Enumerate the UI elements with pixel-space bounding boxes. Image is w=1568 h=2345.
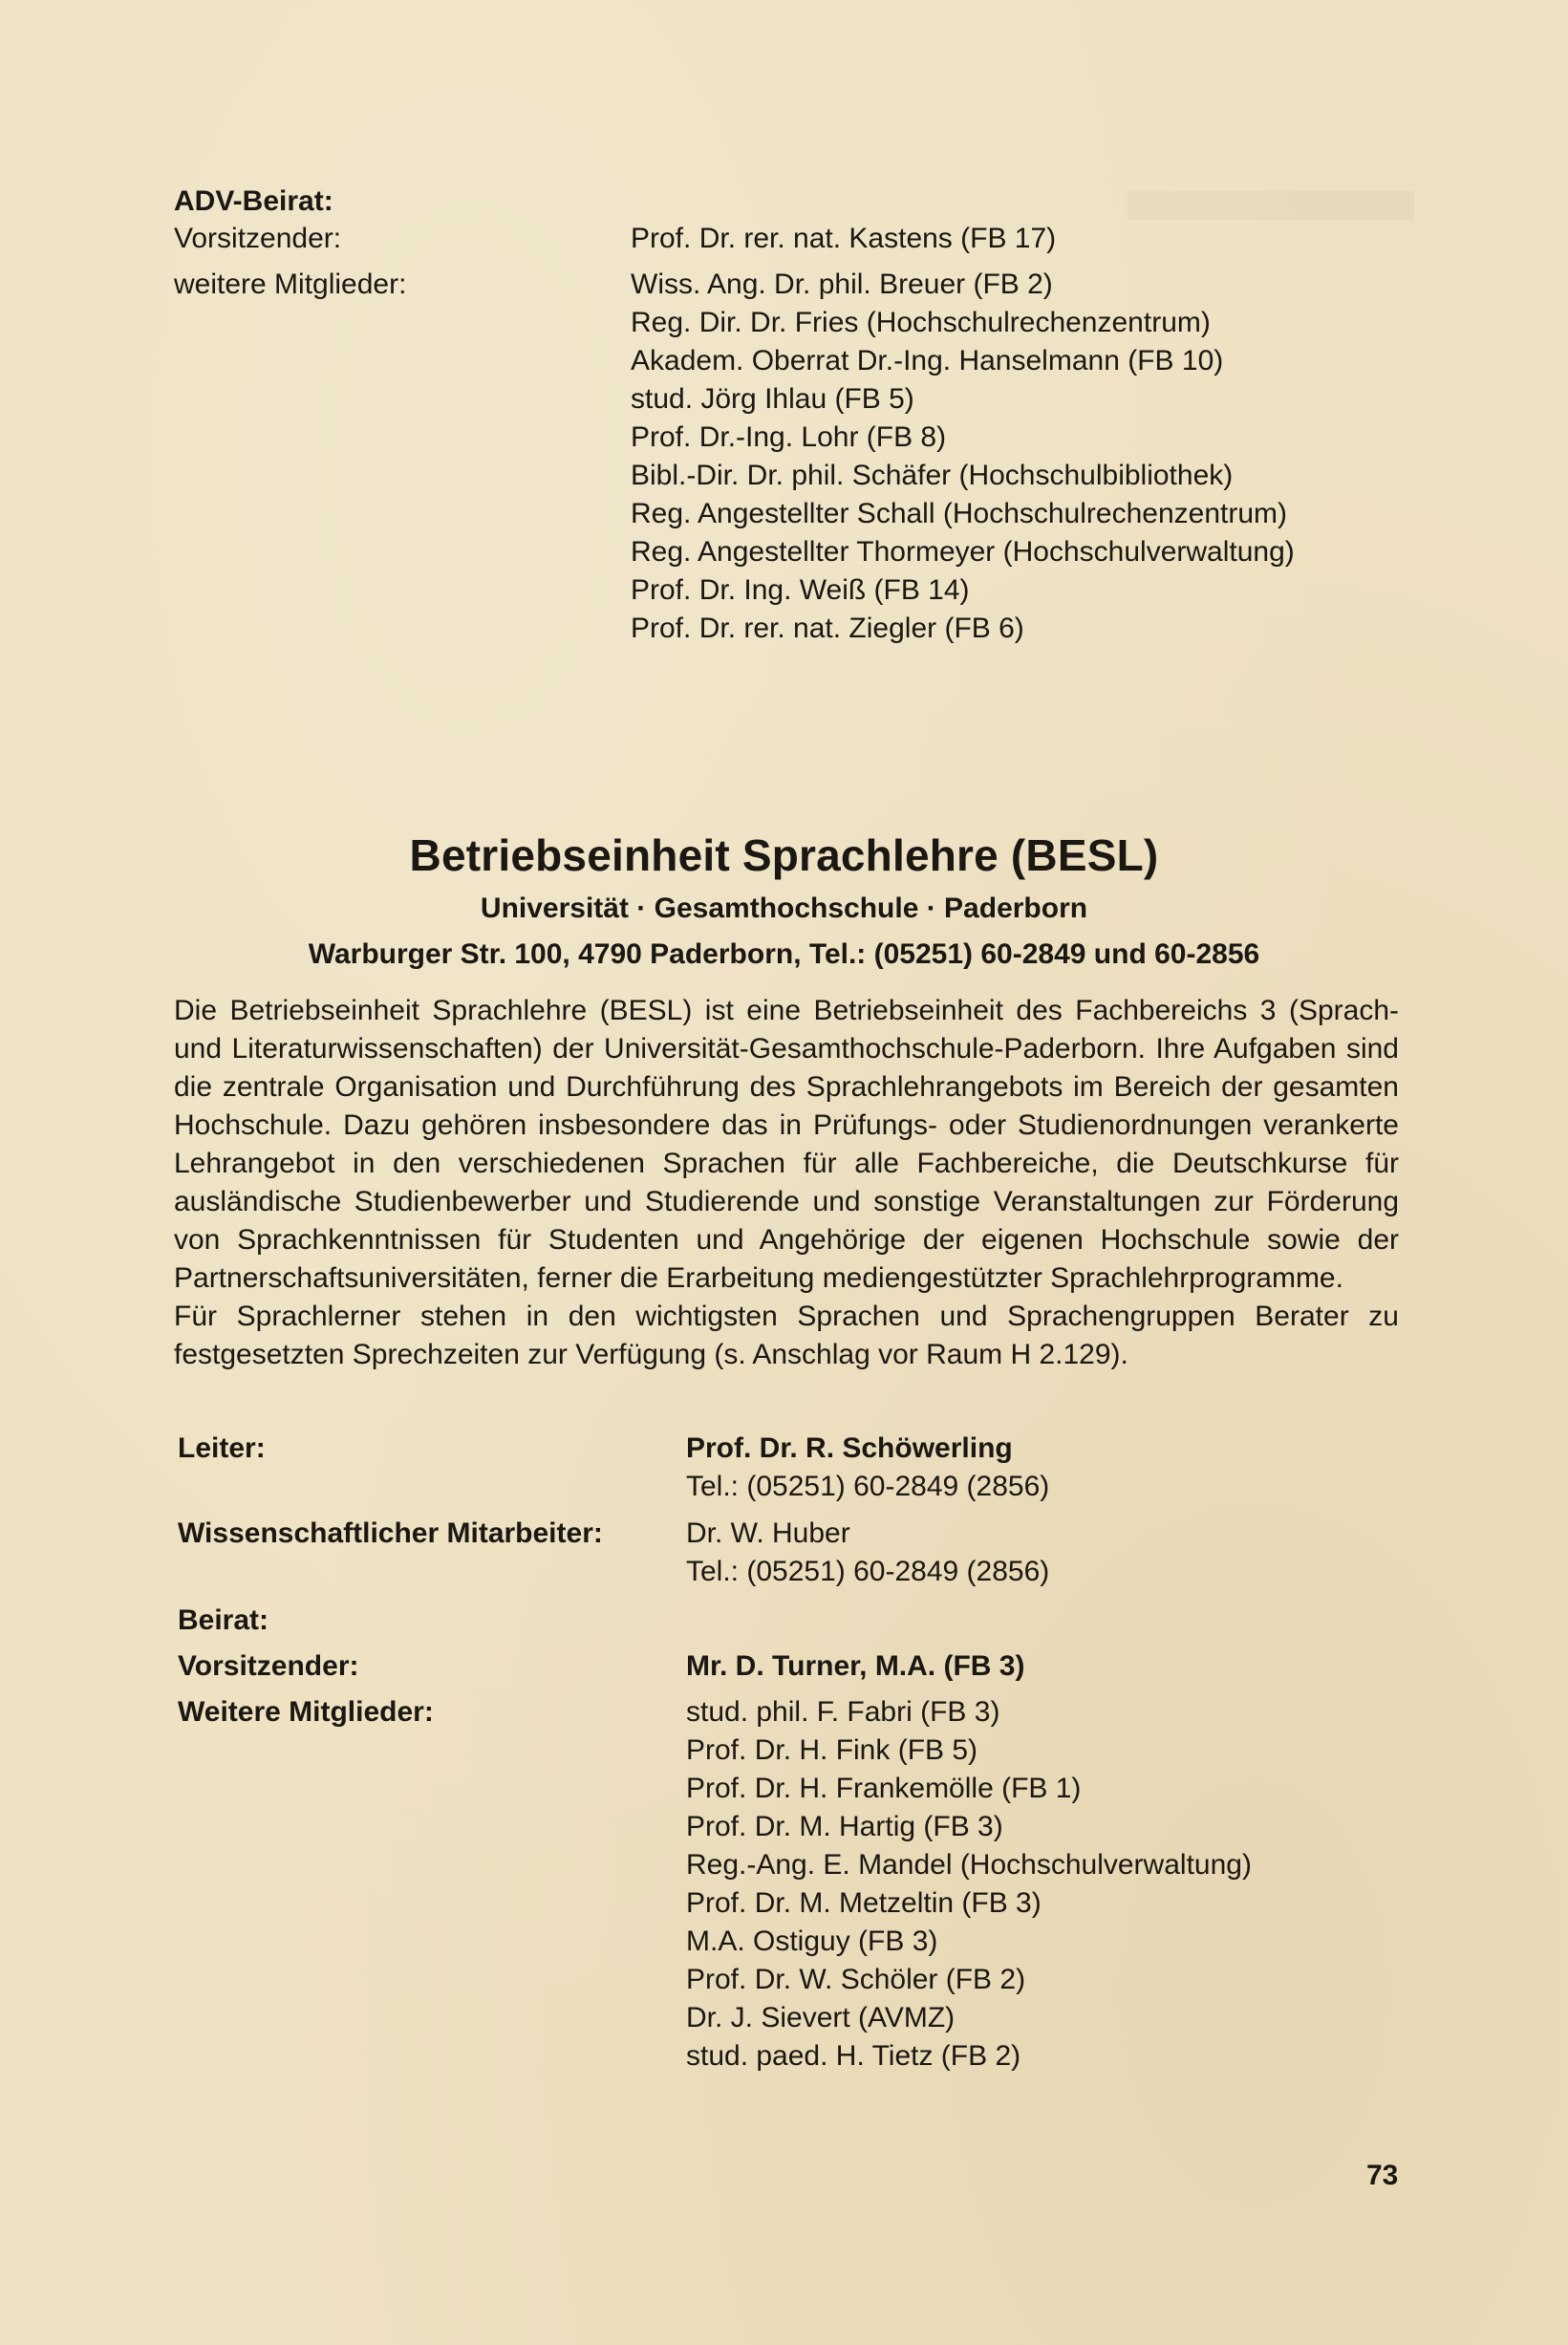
besl-paragraph-1: Die Betriebseinheit Sprachlehre (BESL) ist eine Betriebseinheit des Fachbereichs 3 (Sprach- und Literaturwissenschaften) der Universität-Gesamthochschule-Paderborn. Ihre Aufgaben sind die zentrale Organisation und Durchführung des Sprachlehrangebots im Bereich der gesamten Hochschule. Dazu gehören insbesondere das in Prüfungs- oder Studienordnungen verankerte Lehrangebot in den verschiedenen Sprachen für alle Fachbereiche, die Deutschkurse für ausländische Studienbewerber und Studierende und sonstige Veranstaltungen zur Förderung von Sprachkenntnissen für Studenten und Angehörige der eigenen Hochschule sowie der Partnerschaftsuniversitäten, ferner die Erarbeitung mediengestützter Sprachlehrprogramme. <box>174 995 1399 1294</box>
leiter-name: Prof. Dr. R. Schöwerling <box>686 1432 1013 1464</box>
besl-members-list <box>686 1693 1252 2076</box>
wm-value <box>686 1515 1049 1591</box>
list-item: stud. paed. H. Tietz (FB 2) <box>686 2040 1021 2072</box>
list-item: Reg. Angestellter Schall (Hochschulrechenzentrum) <box>631 498 1287 529</box>
list-item: Prof. Dr. Ing. Weiß (FB 14) <box>631 574 970 606</box>
beirat-heading-row <box>0 1602 1568 1640</box>
list-item: Prof. Dr. rer. nat. Ziegler (FB 6) <box>631 613 1024 644</box>
list-item: Akadem. Oberrat Dr.-Ing. Hanselmann (FB 10) <box>631 345 1224 376</box>
leiter-value <box>686 1430 1049 1506</box>
wm-label: Wissenschaftlicher Mitarbeiter: <box>178 1517 603 1549</box>
list-item: Dr. J. Sievert (AVMZ) <box>686 2002 956 2033</box>
adv-chair-row <box>0 220 1568 258</box>
list-item: Prof. Dr. H. Frankemölle (FB 1) <box>686 1773 1082 1804</box>
list-item: M.A. Ostiguy (FB 3) <box>686 1925 938 1957</box>
besl-chair-row <box>0 1647 1568 1686</box>
list-item: Prof. Dr. M. Hartig (FB 3) <box>686 1811 1003 1842</box>
list-item: Reg. Angestellter Thormeyer (Hochschulverwaltung) <box>631 536 1295 568</box>
besl-chair-value: Mr. D. Turner, M.A. (FB 3) <box>686 1650 1025 1682</box>
page-number: 73 <box>1366 2160 1399 2191</box>
leiter-phone: Tel.: (05251) 60-2849 (2856) <box>686 1471 1050 1502</box>
besl-address: Warburger Str. 100, 4790 Paderborn, Tel.: (05251) 60-2849 und 60-2856 <box>308 938 1260 970</box>
list-item: Reg. Dir. Dr. Fries (Hochschulrechenzentrum) <box>631 307 1211 338</box>
adv-members-list <box>631 266 1295 648</box>
adv-members-row <box>0 266 1568 648</box>
list-item: Prof. Dr.-Ing. Lohr (FB 8) <box>631 421 947 453</box>
list-item: Wiss. Ang. Dr. phil. Breuer (FB 2) <box>631 269 1053 300</box>
besl-description <box>174 992 1399 1374</box>
wm-row <box>0 1515 1568 1591</box>
besl-title: Betriebseinheit Sprachlehre (BESL) <box>409 830 1159 880</box>
leiter-row <box>0 1430 1568 1506</box>
list-item: Prof. Dr. H. Fink (FB 5) <box>686 1734 978 1766</box>
wm-phone: Tel.: (05251) 60-2849 (2856) <box>686 1556 1050 1587</box>
besl-members-label: Weitere Mitglieder: <box>178 1696 434 1728</box>
bleed-through-texture <box>1128 191 1414 220</box>
list-item: stud. phil. F. Fabri (FB 3) <box>686 1696 1000 1728</box>
besl-paragraph-2: Für Sprachlerner stehen in den wichtigsten Sprachen und Sprachengruppen Berater zu festgesetzten Sprechzeiten zur Verfügung (s. Anschlag vor Raum H 2.129). <box>174 1301 1399 1370</box>
leiter-label: Leiter: <box>178 1432 266 1464</box>
list-item: Prof. Dr. M. Metzeltin (FB 3) <box>686 1887 1042 1919</box>
list-item: Bibl.-Dir. Dr. phil. Schäfer (Hochschulbibliothek) <box>631 460 1234 491</box>
adv-members-label: weitere Mitglieder: <box>174 269 407 300</box>
beirat-label: Beirat: <box>178 1604 269 1636</box>
adv-chair-label: Vorsitzender: <box>174 223 342 254</box>
list-item: Reg.-Ang. E. Mandel (Hochschulverwaltung) <box>686 1849 1252 1881</box>
besl-members-row <box>0 1693 1568 2076</box>
list-item: stud. Jörg Ihlau (FB 5) <box>631 383 914 415</box>
list-item: Prof. Dr. W. Schöler (FB 2) <box>686 1964 1026 1995</box>
besl-chair-label: Vorsitzender: <box>178 1650 359 1682</box>
besl-subtitle: Universität · Gesamthochschule · Paderborn <box>480 893 1088 924</box>
adv-beirat-heading: ADV-Beirat: <box>174 185 333 217</box>
wm-name: Dr. W. Huber <box>686 1517 850 1549</box>
adv-chair-value: Prof. Dr. rer. nat. Kastens (FB 17) <box>631 223 1057 254</box>
